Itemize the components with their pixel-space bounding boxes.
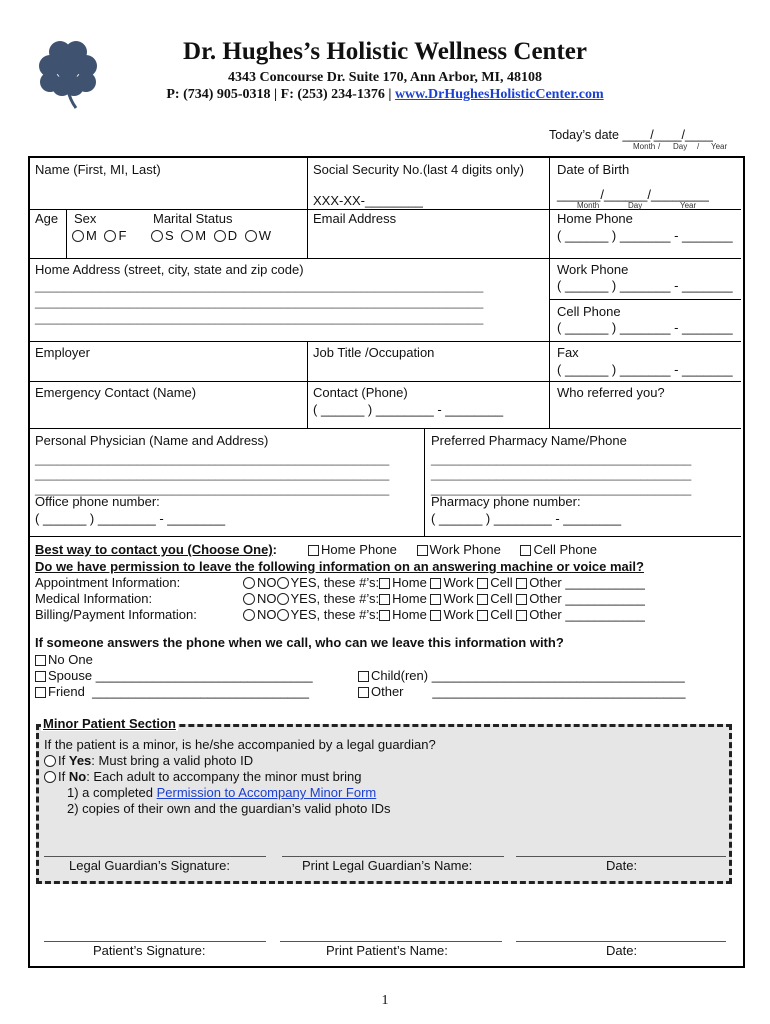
marital-d-label: D [227, 228, 238, 243]
minor-item-1 [67, 785, 376, 800]
age-label: Age [35, 211, 59, 226]
other-person-label: Other [371, 684, 404, 699]
fax-input[interactable]: ( ______ ) _______ - _______ [557, 362, 733, 377]
marital-m-radio[interactable] [181, 230, 193, 242]
work-label: Work [443, 591, 474, 606]
home-checkbox[interactable] [379, 578, 390, 589]
other-person-option [358, 684, 685, 699]
dob-hint-month: Month [577, 201, 600, 210]
minor-no-option [44, 769, 362, 784]
yes-label: YES, these #’s: [290, 591, 380, 606]
other-person-input[interactable]: ___________________________________ [432, 684, 686, 699]
work-checkbox[interactable] [430, 610, 441, 621]
work-checkbox[interactable] [430, 578, 441, 589]
who-answers-question: If someone answers the phone when we call, who can we leave this information with? [35, 635, 564, 650]
patient-date-line[interactable] [516, 941, 726, 942]
marital-label: Marital Status [153, 211, 233, 226]
best-way-colon: : [272, 542, 277, 557]
home-phone-label: Home Phone [557, 211, 633, 226]
date-hint-year: Year [711, 142, 728, 151]
dob-input[interactable]: ______/______/________ [557, 187, 709, 202]
work-checkbox[interactable] [430, 594, 441, 605]
guardian-date-line[interactable] [516, 856, 726, 857]
cell-label: Cell [490, 575, 513, 590]
pharmacy-line-1[interactable]: ____________________________________ [431, 451, 692, 466]
minor-section-title: Minor Patient Section [43, 716, 176, 731]
contact-phone-label: Contact (Phone) [313, 385, 408, 400]
other-checkbox[interactable] [516, 610, 527, 621]
minor-no-word: No [68, 769, 87, 784]
home-phone-input[interactable]: ( ______ ) _______ - _______ [557, 228, 733, 243]
no-radio[interactable] [243, 593, 255, 605]
appointment-info-label: Appointment Information: [35, 575, 181, 590]
sex-options [72, 228, 126, 243]
date-hint-month: Month [633, 142, 656, 151]
physician-line-3[interactable]: _________________________________________________ [35, 481, 390, 496]
permission-row [243, 575, 645, 590]
date-hint-slash1: / [658, 142, 661, 151]
no-one-label: No One [48, 652, 93, 667]
email-label: Email Address [313, 211, 397, 226]
cell-label: Cell [490, 607, 513, 622]
date-hint-slash2: / [697, 142, 700, 151]
work-phone-label: Work Phone [557, 262, 629, 277]
job-title-label: Job Title /Occupation [313, 345, 435, 360]
patient-signature-line[interactable] [44, 941, 266, 942]
other-input[interactable]: ___________ [565, 607, 645, 622]
marital-d-radio[interactable] [214, 230, 226, 242]
office-phone-input[interactable]: ( ______ ) ________ - ________ [35, 511, 226, 526]
office-phone-label: Office phone number: [35, 494, 160, 509]
physician-line-2[interactable]: _________________________________________________ [35, 466, 390, 481]
work-phone-input[interactable]: ( ______ ) _______ - _______ [557, 278, 733, 293]
referred-label: Who referred you? [557, 385, 665, 400]
home-label: Home [392, 575, 427, 590]
minor-question: If the patient is a minor, is he/she accompanied by a legal guardian? [44, 737, 436, 752]
minor-yes-option [44, 753, 253, 768]
pharmacy-line-3[interactable]: ____________________________________ [431, 481, 692, 496]
other-label: Other [529, 591, 562, 606]
marital-s-label: S [165, 228, 174, 243]
fax-label: Fax [557, 345, 579, 360]
home-checkbox[interactable] [379, 610, 390, 621]
minor-yes-text: : Must bring a valid photo ID [91, 753, 254, 768]
permission-question: Do we have permission to leave the following information on an answering machine or voice mail? [35, 559, 644, 574]
cell-checkbox[interactable] [477, 610, 488, 621]
work-phone-option: Work Phone [429, 542, 501, 557]
date-hint-day: Day [673, 142, 688, 151]
pharmacy-phone-input[interactable]: ( ______ ) ________ - ________ [431, 511, 622, 526]
other-label: Other [529, 607, 562, 622]
home-checkbox[interactable] [379, 594, 390, 605]
contact-phone-input[interactable]: ( ______ ) ________ - ________ [313, 402, 504, 417]
sex-f-radio[interactable] [104, 230, 116, 242]
patient-signature-label: Patient’s Signature: [93, 943, 206, 958]
minor-no-text: : Each adult to accompany the minor must bring [86, 769, 362, 784]
medical-info-label: Medical Information: [35, 591, 153, 606]
dob-label: Date of Birth [557, 162, 630, 177]
home-address-label: Home Address (street, city, state and zip code) [35, 262, 304, 277]
sex-f-label: F [118, 228, 127, 243]
no-label: NO [257, 591, 277, 606]
page-title: Dr. Hughes’s Holistic Wellness Center [183, 38, 587, 65]
minor-if-yes: If [58, 753, 66, 768]
yes-radio[interactable] [277, 609, 289, 621]
other-input[interactable]: ___________ [565, 575, 645, 590]
home-label: Home [392, 591, 427, 606]
marital-m-label: M [195, 228, 207, 243]
home-phone-checkbox[interactable] [308, 545, 319, 556]
minor-no-radio[interactable] [44, 771, 56, 783]
no-radio[interactable] [243, 609, 255, 621]
other-label: Other [529, 575, 562, 590]
address-line-2[interactable]: ______________________________________________________________ [35, 294, 484, 309]
cell-phone-input[interactable]: ( ______ ) _______ - _______ [557, 320, 733, 335]
sex-label: Sex [74, 211, 97, 226]
permission-row [243, 591, 645, 606]
name-field[interactable] [35, 180, 300, 204]
emergency-contact-label: Emergency Contact (Name) [35, 385, 197, 400]
yes-radio[interactable] [277, 593, 289, 605]
minor-item-2: 2) copies of their own and the guardian’s valid photo IDs [67, 801, 391, 816]
address-line-1[interactable]: ______________________________________________________________ [35, 278, 484, 293]
no-label: NO [257, 575, 277, 590]
minor-if-no: If [58, 769, 66, 784]
marital-s-radio[interactable] [151, 230, 163, 242]
billing-info-label: Billing/Payment Information: [35, 607, 197, 622]
children-label: Child(ren) [371, 668, 429, 683]
cell-checkbox[interactable] [477, 594, 488, 605]
children-option [358, 668, 685, 683]
other-person-checkbox[interactable] [358, 687, 369, 698]
cell-phone-label: Cell Phone [557, 304, 621, 319]
todays-date [549, 128, 713, 142]
sex-m-label: M [86, 228, 97, 243]
no-radio[interactable] [243, 577, 255, 589]
minor-yes-radio[interactable] [44, 755, 56, 767]
website-link[interactable]: www.DrHughesHolisticCenter.com [394, 87, 604, 102]
permission-row [243, 607, 645, 622]
work-phone-checkbox[interactable] [417, 545, 428, 556]
other-checkbox[interactable] [516, 578, 527, 589]
home-label: Home [392, 607, 427, 622]
children-checkbox[interactable] [358, 671, 369, 682]
minor-yes-word: Yes [68, 753, 92, 768]
sex-m-radio[interactable] [72, 230, 84, 242]
todays-date-label: Today’s date [549, 128, 619, 142]
spouse-input[interactable]: ______________________________ [95, 668, 313, 683]
clinic-phones [0, 87, 770, 103]
friend-label: Friend [48, 684, 85, 699]
guardian-name-label: Print Legal Guardian’s Name: [302, 858, 473, 873]
other-checkbox[interactable] [516, 594, 527, 605]
work-label: Work [443, 575, 474, 590]
home-phone-option: Home Phone [321, 542, 397, 557]
pharmacy-phone-label: Pharmacy phone number: [431, 494, 581, 509]
minor-item-1-text: 1) a completed [67, 785, 153, 800]
physician-label: Personal Physician (Name and Address) [35, 433, 269, 448]
yes-label: YES, these #’s: [290, 575, 380, 590]
guardian-signature-line[interactable] [44, 856, 266, 857]
marital-w-label: W [258, 228, 272, 243]
patient-name-line[interactable] [280, 941, 502, 942]
cell-phone-checkbox[interactable] [520, 545, 531, 556]
guardian-date-label: Date: [606, 858, 638, 873]
yes-radio[interactable] [277, 577, 289, 589]
best-way-row [35, 542, 277, 557]
no-one-checkbox[interactable] [35, 655, 46, 666]
guardian-name-line[interactable] [282, 856, 504, 857]
work-label: Work [443, 607, 474, 622]
permission-form-link[interactable]: Permission to Accompany Minor Form [156, 785, 377, 800]
spouse-checkbox[interactable] [35, 671, 46, 682]
pharmacy-line-2[interactable]: ____________________________________ [431, 466, 692, 481]
spouse-option [35, 668, 313, 683]
clinic-address: 4343 Concourse Dr. Suite 170, Ann Arbor, MI, 48108 [228, 70, 542, 85]
spouse-label: Spouse [48, 668, 93, 683]
children-input[interactable]: ___________________________________ [431, 668, 685, 683]
cell-label: Cell [490, 591, 513, 606]
employer-label: Employer [35, 345, 90, 360]
no-one-option [35, 652, 93, 667]
no-label: NO [257, 607, 277, 622]
marital-options [151, 228, 271, 243]
guardian-signature-label: Legal Guardian’s Signature: [69, 858, 230, 873]
patient-name-label: Print Patient’s Name: [326, 943, 448, 958]
phone-fax-text: P: (734) 905-0318 | F: (253) 234-1376 | [166, 87, 392, 102]
pharmacy-label: Preferred Pharmacy Name/Phone [431, 433, 627, 448]
ssn-label: Social Security No.(last 4 digits only) [313, 162, 524, 177]
contact-options [308, 542, 597, 557]
yes-label: YES, these #’s: [290, 607, 380, 622]
ssn-input[interactable]: XXX-XX-________ [313, 193, 423, 208]
physician-line-1[interactable]: _________________________________________________ [35, 451, 390, 466]
dob-hint-year: Year [680, 201, 697, 210]
dob-hint-day: Day [628, 201, 643, 210]
address-line-3[interactable]: ______________________________________________________________ [35, 310, 484, 325]
best-way-label: Best way to contact you (Choose One) [35, 542, 273, 557]
name-label: Name (First, MI, Last) [35, 162, 161, 177]
friend-checkbox[interactable] [35, 687, 46, 698]
patient-date-label: Date: [606, 943, 638, 958]
todays-date-input[interactable]: ____/____/____ [622, 128, 713, 142]
page-number: 1 [381, 993, 389, 1008]
cell-checkbox[interactable] [477, 578, 488, 589]
marital-w-radio[interactable] [245, 230, 257, 242]
cell-phone-option: Cell Phone [533, 542, 598, 557]
friend-option [35, 684, 309, 699]
friend-input[interactable]: ______________________________ [92, 684, 309, 699]
other-input[interactable]: ___________ [565, 591, 645, 606]
